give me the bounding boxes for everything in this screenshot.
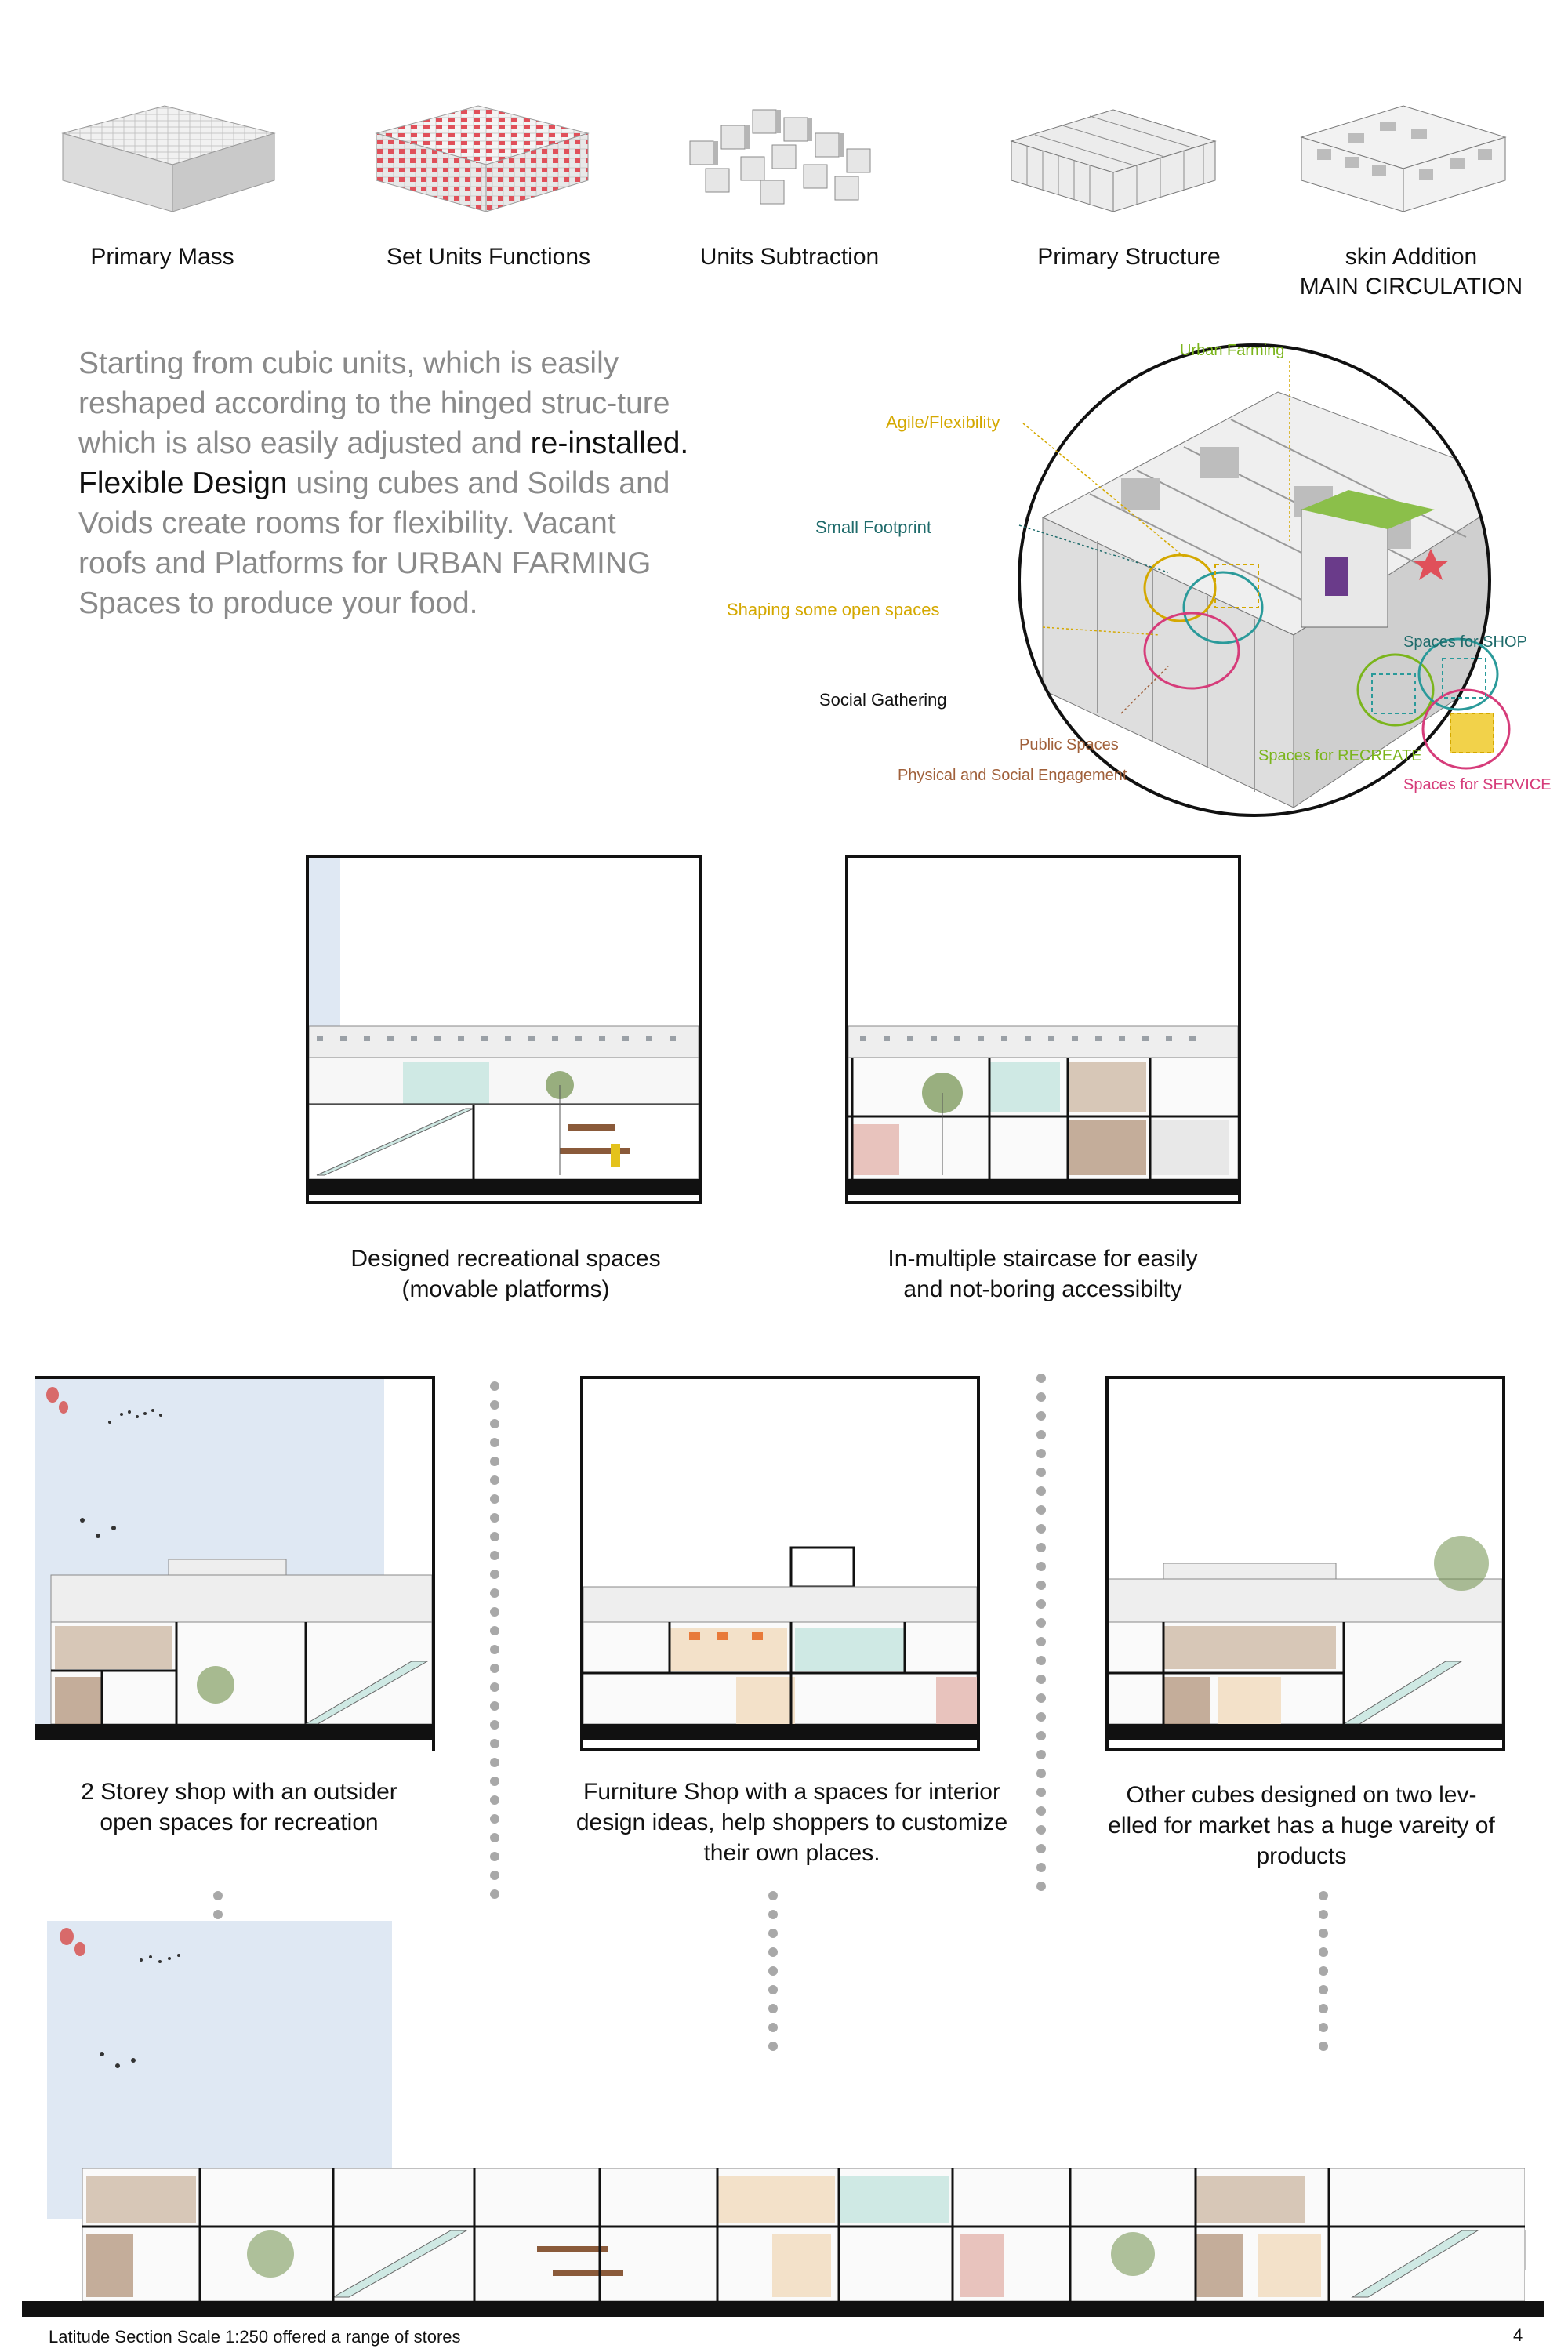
intro-paragraph <box>78 343 690 623</box>
caption-two-storey-shop: 2 Storey shop with an outsider open spaces for recreation <box>81 1779 397 1835</box>
step-label-skin-addition <box>1270 242 1552 302</box>
dotted-divider-2 <box>1036 1374 1047 1900</box>
callout-spaces-for-recreate: Spaces for RECREATE <box>1258 747 1422 764</box>
intro-text-2: using cubes and Soilds and Voids create rooms for flexibility. Vacant roofs and Platforms for URBAN FARMING Spaces to produce your food. <box>78 466 670 620</box>
caption-furniture-shop: Furniture Shop with a spaces for interior design ideas, help shoppers to customize their own places. <box>575 1779 1008 1866</box>
latitude-section-ground <box>22 2301 1544 2317</box>
skin-addition-label: skin Addition <box>1345 244 1478 270</box>
caption-market-cubes: Other cubes designed on two lev- elled for market has a huge vareity of products <box>1108 1782 1495 1869</box>
section-staircase-drawing <box>848 858 1238 1201</box>
units-subtraction-diagram <box>666 94 902 227</box>
section-furniture-shop <box>580 1376 980 1751</box>
callout-spaces-for-shop: Spaces for SHOP <box>1403 633 1527 651</box>
callout-social-gathering: Social Gathering <box>819 690 947 710</box>
primary-mass-diagram <box>47 102 282 227</box>
section-two-storey-drawing <box>35 1379 432 1751</box>
caption-multiple-staircase: In-multiple staircase for easily and not-boring accessibilty <box>887 1246 1198 1302</box>
callout-shaping-open-spaces: Shaping some open spaces <box>727 600 940 619</box>
section-recreational-drawing <box>309 858 699 1201</box>
callout-spaces-for-service: Spaces for SERVICE <box>1403 776 1552 793</box>
set-units-functions-diagram <box>361 102 596 227</box>
callout-physical-social-engagement: Physical and Social Engagement <box>898 767 1127 784</box>
callout-urban-farming: Urban Farming <box>1180 342 1285 359</box>
skin-addition-diagram <box>1286 94 1521 227</box>
page-number: 4 <box>1513 2325 1523 2345</box>
callout-agile-flexibility: Agile/Flexibility <box>886 412 1000 432</box>
callout-small-footprint: Small Footprint <box>815 517 931 537</box>
intro-text-1: Starting from cubic units, which is easily reshaped according to the hinged struc-ture which is also easily adjusted and <box>78 347 670 460</box>
main-circulation-label: MAIN CIRCULATION <box>1299 274 1523 299</box>
step-label-set-units-functions: Set Units Functions <box>386 244 591 270</box>
section-scale-label: Latitude Section Scale 1:250 offered a range of stores <box>49 2327 461 2347</box>
section-multiple-staircase <box>845 855 1241 1204</box>
dotted-divider-1 <box>490 1381 501 1908</box>
intro-text-flexible-design: Flexible Design <box>78 466 288 500</box>
section-recreational-spaces <box>306 855 702 1204</box>
caption-recreational-spaces: Designed recreational spaces (movable platforms) <box>350 1246 661 1302</box>
section-two-storey-shop <box>35 1376 435 1751</box>
primary-structure-diagram <box>996 94 1231 227</box>
step-label-units-subtraction: Units Subtraction <box>699 244 880 270</box>
section-market-drawing <box>1109 1379 1502 1748</box>
section-furniture-drawing <box>583 1379 977 1748</box>
callout-public-spaces: Public Spaces <box>1019 736 1119 753</box>
step-label-primary-mass: Primary Mass <box>90 244 234 270</box>
section-market-cubes <box>1105 1376 1505 1751</box>
step-label-primary-structure: Primary Structure <box>1037 244 1221 270</box>
intro-text-reinstalled: re-installed. <box>530 426 689 460</box>
